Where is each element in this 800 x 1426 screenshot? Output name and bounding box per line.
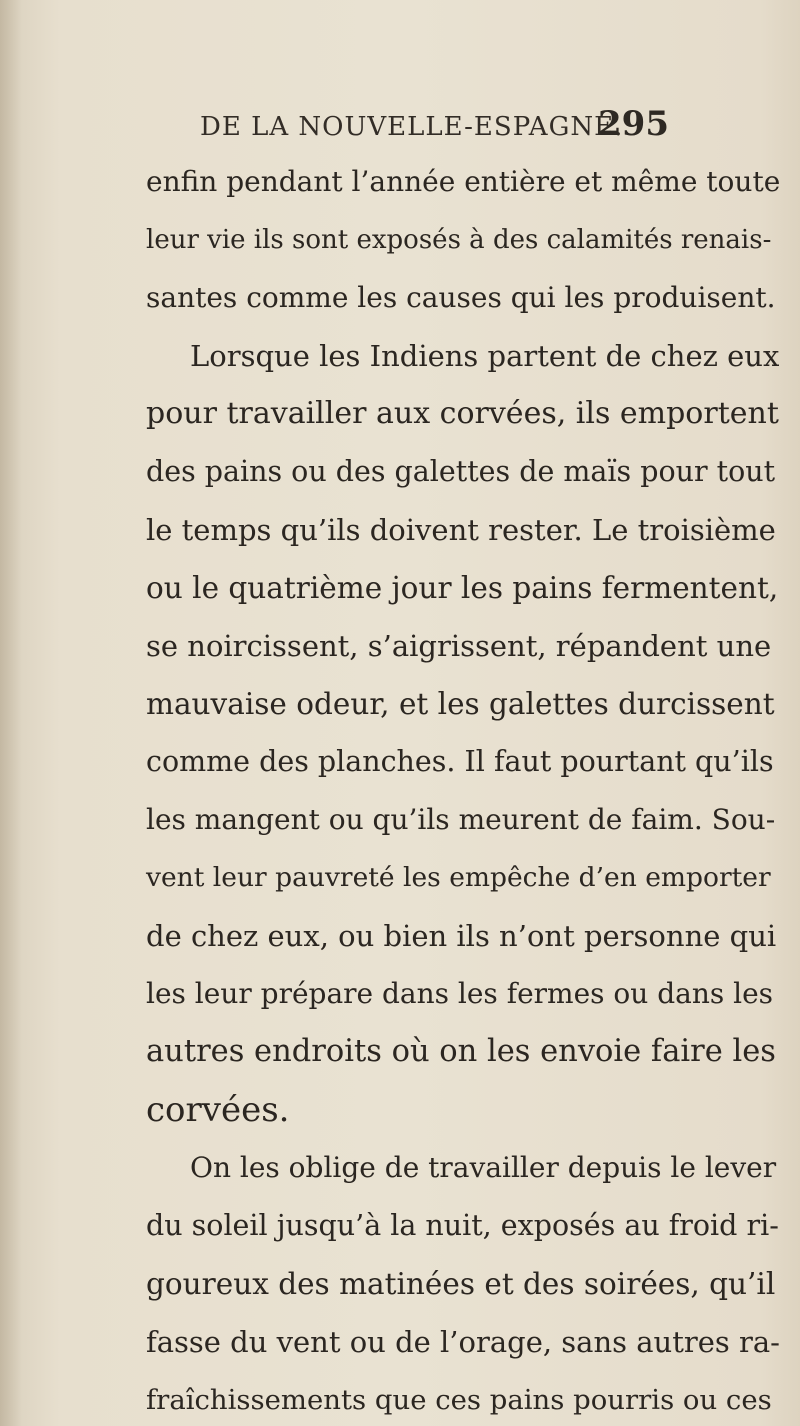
text-line: enfin pendant l’année entière et même toute (146, 165, 781, 198)
text-line: fasse du vent ou de l’orage, sans autres ra- (146, 1325, 780, 1359)
text-line: les mangent ou qu’ils meurent de faim. Sou- (146, 803, 776, 836)
text-line: goureux des matinées et des soirées, qu’il (146, 1267, 776, 1301)
text-line: corvées. (146, 1090, 290, 1130)
page-edge-shadow (0, 0, 22, 1426)
text-line: se noircissent, s’aigrissent, répandent une (146, 629, 772, 663)
text-line: des pains ou des galettes de maïs pour tout (146, 455, 776, 488)
text-line: autres endroits où on les envoie faire les (146, 1034, 776, 1069)
text-line: les leur prépare dans les fermes ou dans les (146, 977, 774, 1010)
text-line: comme des planches. Il faut pourtant qu’ils (146, 745, 774, 778)
text-line: ou le quatrième jour les pains fermentent, (146, 571, 779, 605)
text-line: de chez eux, ou bien ils n’ont personne qui (146, 919, 777, 953)
running-title: DE LA NOUVELLE-ESPAGNE. (200, 112, 624, 142)
text-line: Lorsque les Indiens partent de chez eux (190, 339, 780, 373)
text-line: fraîchissements que ces pains pourris ou ces (146, 1384, 772, 1416)
text-line: santes comme les causes qui les produisent. (146, 281, 776, 314)
text-line: le temps qu’ils doivent rester. Le troisième (146, 513, 776, 547)
text-line: du soleil jusqu’à la nuit, exposés au froid ri- (146, 1209, 779, 1242)
text-line: pour travailler aux corvées, ils emportent (146, 396, 779, 431)
text-line: leur vie ils sont exposés à des calamités renais- (146, 225, 772, 255)
text-line: On les oblige de travailler depuis le lever (190, 1151, 777, 1184)
text-line: mauvaise odeur, et les galettes durcissent (146, 687, 775, 721)
page-number: 295 (598, 104, 669, 144)
text-line: vent leur pauvreté les empêche d’en emporter (146, 862, 771, 893)
